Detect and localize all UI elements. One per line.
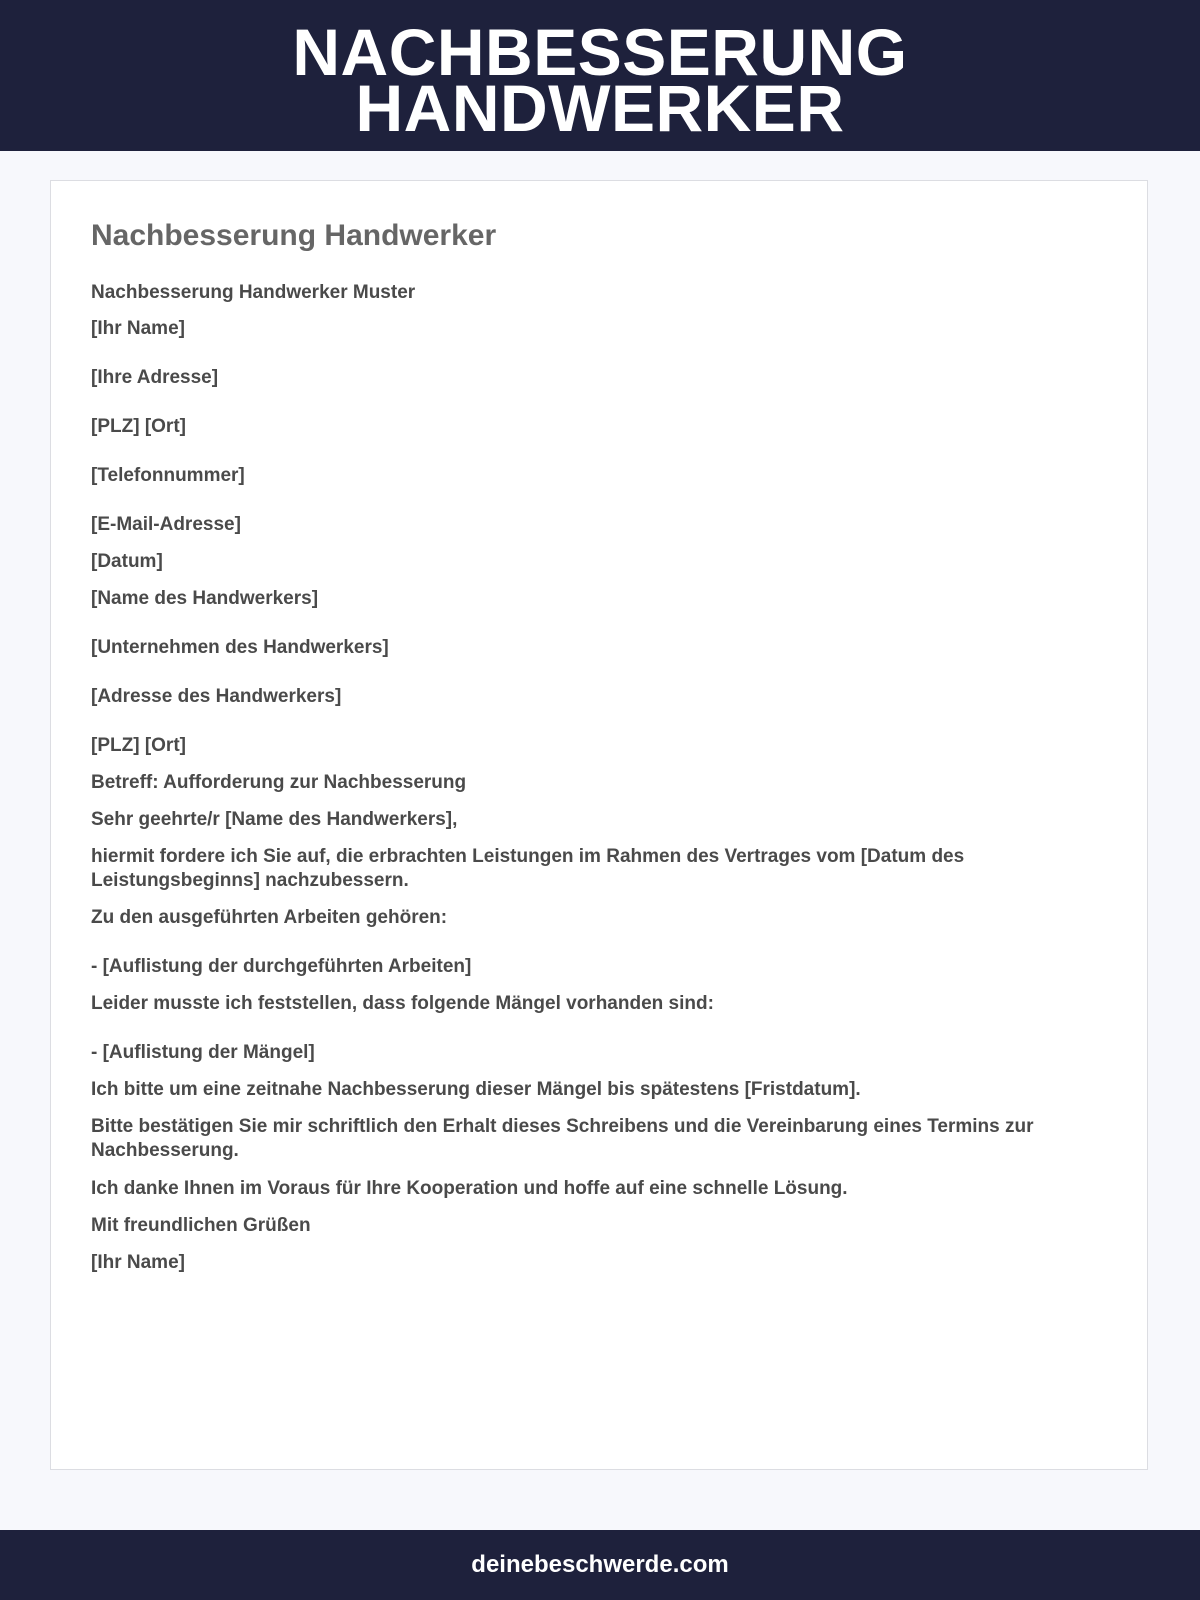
recipient-address: [Adresse des Handwerkers] xyxy=(91,686,342,707)
sender-phone: [Telefonnummer] xyxy=(91,465,245,486)
header-title xyxy=(0,0,1200,145)
confirmation-paragraph: Bitte bestätigen Sie mir schriftlich den Erhalt dieses Schreibens und die Vereinbarung eines Termins zur Nachbesserung. xyxy=(91,1116,1034,1161)
letter-card xyxy=(50,180,1148,1470)
sender-name: [Ihr Name] xyxy=(91,318,185,339)
page-header xyxy=(0,0,1200,151)
body-paragraph-intro: hiermit fordere ich Sie auf, die erbrachten Leistungen im Rahmen des Vertrages vom [Datum des Leistungsbeginns] nachzubessern. xyxy=(91,846,965,891)
subject-line: Betreff: Aufforderung zur Nachbesserung xyxy=(91,772,467,793)
recipient-name: [Name des Handwerkers] xyxy=(91,588,319,609)
letter-content xyxy=(91,219,1091,1273)
defects-list-item: - [Auflistung der Mängel] xyxy=(91,1042,315,1063)
document-title: Nachbesserung Handwerker xyxy=(91,219,497,252)
salutation: Sehr geehrte/r [Name des Handwerkers], xyxy=(91,809,458,830)
footer-site-name: deinebeschwerde.com xyxy=(471,1551,729,1578)
sender-address: [Ihre Adresse] xyxy=(91,367,219,388)
page-footer xyxy=(0,1530,1200,1600)
header-title-line-2: HANDWERKER xyxy=(355,71,845,145)
document-subtitle: Nachbesserung Handwerker Muster xyxy=(91,282,416,303)
work-list-heading: Zu den ausgeführten Arbeiten gehören: xyxy=(91,907,448,928)
work-list-item: - [Auflistung der durchgeführten Arbeiten] xyxy=(91,956,472,977)
thanks-paragraph: Ich danke Ihnen im Voraus für Ihre Kooperation und hoffe auf eine schnelle Lösung. xyxy=(91,1178,848,1199)
sender-email: [E-Mail-Adresse] xyxy=(91,514,241,535)
letter-date: [Datum] xyxy=(91,551,163,572)
signature-name: [Ihr Name] xyxy=(91,1252,185,1273)
closing-greeting: Mit freundlichen Grüßen xyxy=(91,1215,311,1236)
recipient-company: [Unternehmen des Handwerkers] xyxy=(91,637,389,658)
recipient-postcode-city: [PLZ] [Ort] xyxy=(91,735,186,756)
deadline-paragraph: Ich bitte um eine zeitnahe Nachbesserung dieser Mängel bis spätestens [Fristdatum]. xyxy=(91,1079,861,1100)
header-title-line-1: NACHBESSERUNG xyxy=(292,15,908,89)
defects-heading: Leider musste ich feststellen, dass folgende Mängel vorhanden sind: xyxy=(91,993,714,1014)
sender-postcode-city: [PLZ] [Ort] xyxy=(91,416,186,437)
